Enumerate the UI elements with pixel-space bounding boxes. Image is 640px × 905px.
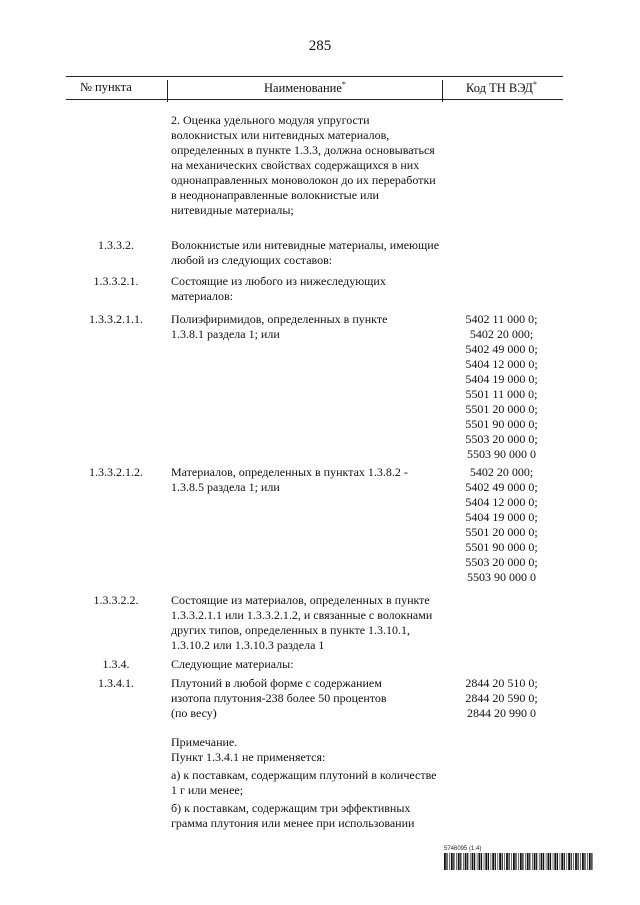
item-number: 1.3.4.1. bbox=[98, 676, 134, 690]
item-code: 5402 11 000 0; 5402 20 000; 5402 49 000 0; 5404 12 000 0; 5404 19 000 0; 5501 11 000 0; 5501 20 000 0; 5501 90 000 0; 5503 20 000 0; 5503 90 000 0 bbox=[465, 312, 538, 461]
header-divider bbox=[167, 80, 168, 102]
header-num: № пункта bbox=[80, 80, 132, 94]
item-name: Плутоний в любой форме с содержанием изотопа плутония-238 более 50 процентов (по весу) bbox=[171, 676, 387, 720]
barcode-caption: 5746095 (1.4) bbox=[444, 846, 482, 852]
item-number: 1.3.3.2.1.1. bbox=[89, 312, 143, 326]
item-name: 2. Оценка удельного модуля упругости волокнистых или нитевидных материалов, определенных в пункте 1.3.3, должна основываться на механических свойствах содержащихся в них однонаправленных моноволокон до их переработки в неоднонаправленные волокнистые или нитевидные материалы; bbox=[171, 113, 436, 217]
item-name: Материалов, определенных в пунктах 1.3.8.2 - 1.3.8.5 раздела 1; или bbox=[171, 465, 408, 494]
item-number: 1.3.4. bbox=[102, 657, 130, 671]
item-code: 2844 20 510 0; 2844 20 590 0; 2844 20 990 0 bbox=[465, 676, 538, 720]
item-name: а) к поставкам, содержащим плутоний в количестве 1 г или менее; bbox=[171, 768, 437, 797]
item-number: 1.3.3.2.1. bbox=[93, 274, 139, 288]
table-header bbox=[66, 76, 563, 100]
item-name: Волокнистые или нитевидные материалы, имеющие любой из следующих составов: bbox=[171, 238, 440, 267]
item-number: 1.3.3.2.2. bbox=[93, 593, 139, 607]
item-name: Следующие материалы: bbox=[171, 657, 294, 671]
item-name: Состоящие из любого из нижеследующих материалов: bbox=[171, 274, 386, 303]
item-number: 1.3.3.2.1.2. bbox=[89, 465, 143, 479]
header-name: Наименование* bbox=[264, 80, 346, 95]
header-divider bbox=[442, 80, 443, 102]
page-number: 285 bbox=[308, 38, 332, 54]
barcode-image bbox=[444, 853, 594, 870]
item-name: Полиэфиримидов, определенных в пункте 1.3.8.1 раздела 1; или bbox=[171, 312, 388, 341]
item-name: Состоящие из материалов, определенных в пункте 1.3.3.2.1.1 или 1.3.3.2.1.2, и связанные с волокнами других типов, определенных в пункте 1.3.10.1, 1.3.10.2 или 1.3.10.3 раздела 1 bbox=[171, 593, 433, 652]
item-name: Примечание. Пункт 1.3.4.1 не применяется: bbox=[171, 735, 326, 764]
item-code: 5402 20 000; 5402 49 000 0; 5404 12 000 0; 5404 19 000 0; 5501 20 000 0; 5501 90 000 0; 5503 20 000 0; 5503 90 000 0 bbox=[465, 465, 538, 584]
header-code: Код ТН ВЭД* bbox=[466, 80, 537, 95]
item-number: 1.3.3.2. bbox=[98, 238, 134, 252]
item-name: б) к поставкам, содержащим три эффективных грамма плутония или менее при использовании bbox=[171, 801, 415, 830]
